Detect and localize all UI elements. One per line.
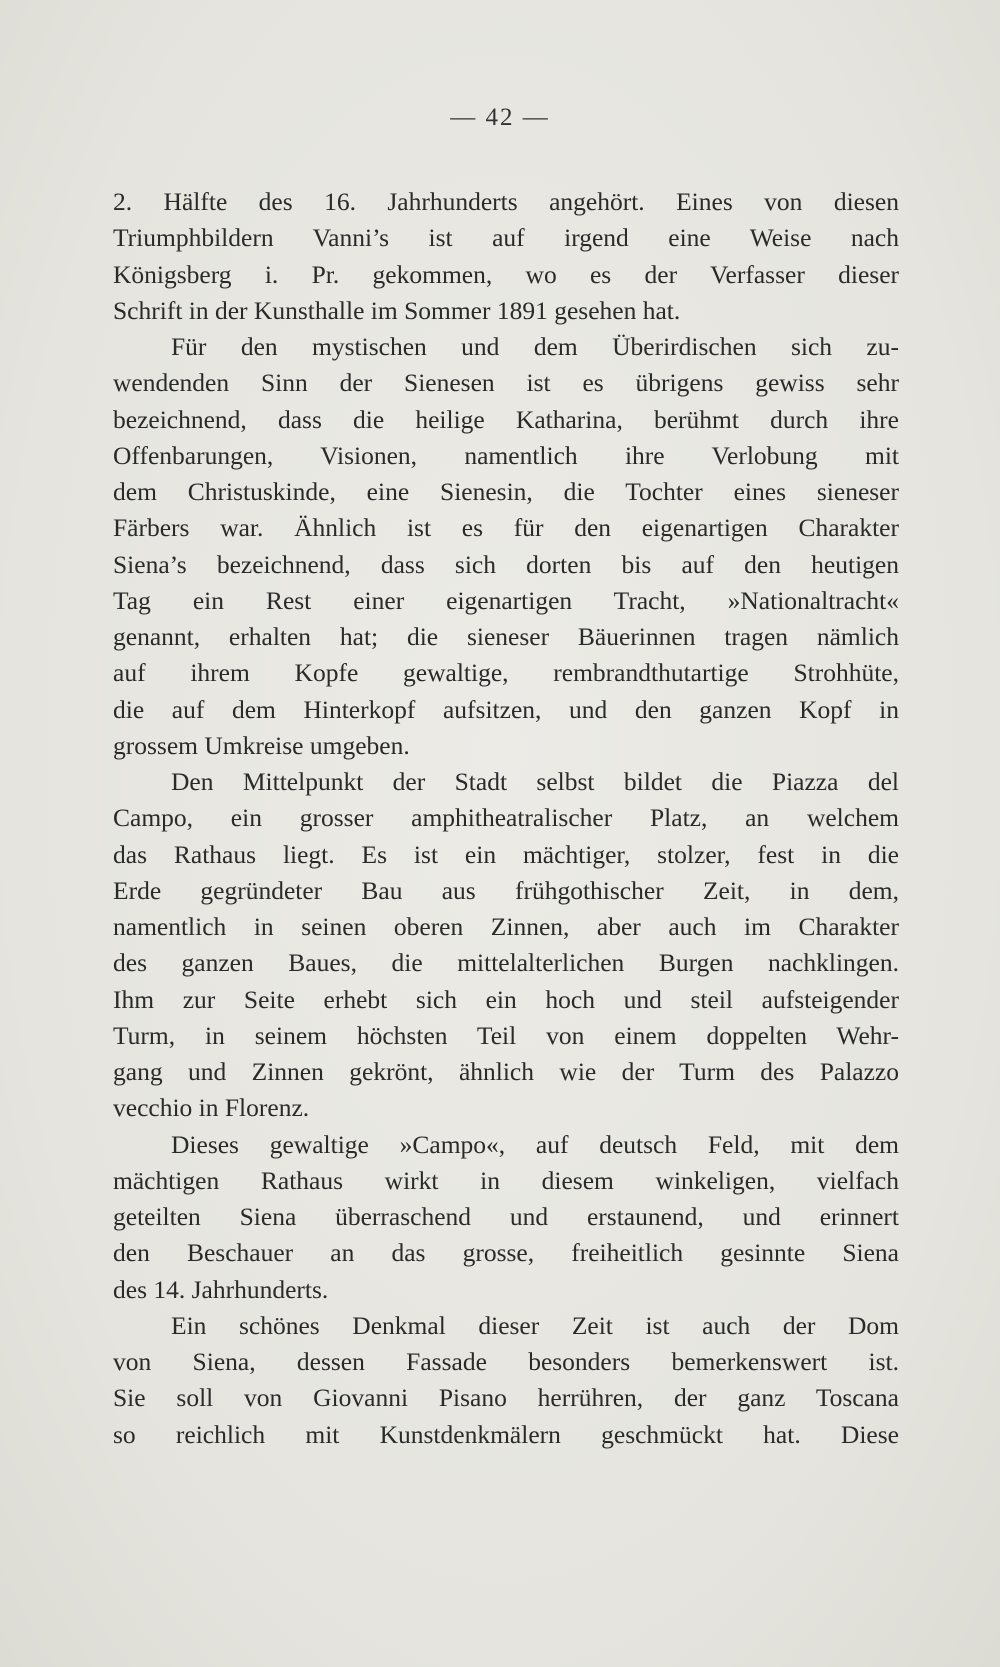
- page-number: — 42 —: [450, 104, 550, 131]
- text-line: gang und Zinnen gekrönt, ähnlich wie der Turm des Palazzo: [113, 1057, 899, 1086]
- text-line: Campo, ein grosser amphitheatralischer Platz, an welchem: [113, 803, 899, 833]
- text-line: Für den mystischen und dem Überirdischen sich zu-: [171, 332, 899, 361]
- text-line: Tag ein Rest einer eigenartigen Tracht, »Nationaltracht«: [113, 585, 899, 615]
- text-line: bezeichnend, dass die heilige Katharina, berühmt durch ihre: [113, 404, 899, 434]
- text-line: vecchio in Florenz.: [113, 1093, 310, 1123]
- text-line: des 14. Jahrhunderts.: [113, 1274, 329, 1304]
- body-text: [113, 184, 899, 1453]
- text-line: Schrift in der Kunsthalle im Sommer 1891 gesehen hat.: [113, 295, 681, 325]
- text-line: des ganzen Baues, die mittelalterlichen Burgen nachklingen.: [113, 948, 899, 978]
- text-line: dem Christuskinde, eine Sienesin, die Tochter eines sieneser: [113, 477, 899, 506]
- text-line: von Siena, dessen Fassade besonders bemerkenswert ist.: [113, 1347, 899, 1376]
- text-line: das Rathaus liegt. Es ist ein mächtiger, stolzer, fest in die: [113, 839, 899, 869]
- text-line: mächtigen Rathaus wirkt in diesem winkeligen, vielfach: [113, 1165, 899, 1195]
- text-line: 2. Hälfte des 16. Jahrhunderts angehört. Eines von diesen: [113, 187, 899, 216]
- text-line: Ein schönes Denkmal dieser Zeit ist auch der Dom: [171, 1310, 899, 1340]
- text-line: Färbers war. Ähnlich ist es für den eigenartigen Charakter: [113, 513, 899, 543]
- text-line: so reichlich mit Kunstdenkmälern geschmückt hat. Diese: [113, 1419, 899, 1449]
- text-line: grossem Umkreise umgeben.: [113, 730, 410, 760]
- text-line: Königsberg i. Pr. gekommen, wo es der Verfasser dieser: [113, 259, 899, 289]
- text-line: Dieses gewaltige »Campo«, auf deutsch Feld, mit dem: [171, 1129, 899, 1159]
- text-line: Erde gegründeter Bau aus frühgothischer Zeit, in dem,: [113, 875, 899, 905]
- text-line: Turm, in seinem höchsten Teil von einem doppelten Wehr-: [113, 1020, 899, 1050]
- text-line: Siena’s bezeichnend, dass sich dorten bis auf den heutigen: [113, 549, 899, 579]
- text-line: Den Mittelpunkt der Stadt selbst bildet die Piazza del: [171, 767, 899, 796]
- text-line: auf ihrem Kopfe gewaltige, rembrandthutartige Strohhüte,: [113, 658, 899, 688]
- text-line: den Beschauer an das grosse, freiheitlich gesinnte Siena: [113, 1238, 899, 1268]
- text-line: Offenbarungen, Visionen, namentlich ihre Verlobung mit: [113, 440, 899, 470]
- text-line: namentlich in seinen oberen Zinnen, aber auch im Charakter: [113, 912, 899, 941]
- text-line: geteilten Siena überraschend und erstaunend, und erinnert: [113, 1202, 899, 1231]
- text-line: genannt, erhalten hat; die sieneser Bäuerinnen tragen nämlich: [113, 622, 899, 651]
- text-line: Triumphbildern Vanni’s ist auf irgend eine Weise nach: [113, 223, 899, 253]
- text-line: Sie soll von Giovanni Pisano herrühren, der ganz Toscana: [113, 1383, 899, 1413]
- text-line: Ihm zur Seite erhebt sich ein hoch und steil aufsteigender: [113, 984, 899, 1014]
- text-line: die auf dem Hinterkopf aufsitzen, und den ganzen Kopf in: [113, 694, 899, 724]
- text-line: wendenden Sinn der Sienesen ist es übrigens gewiss sehr: [113, 368, 899, 398]
